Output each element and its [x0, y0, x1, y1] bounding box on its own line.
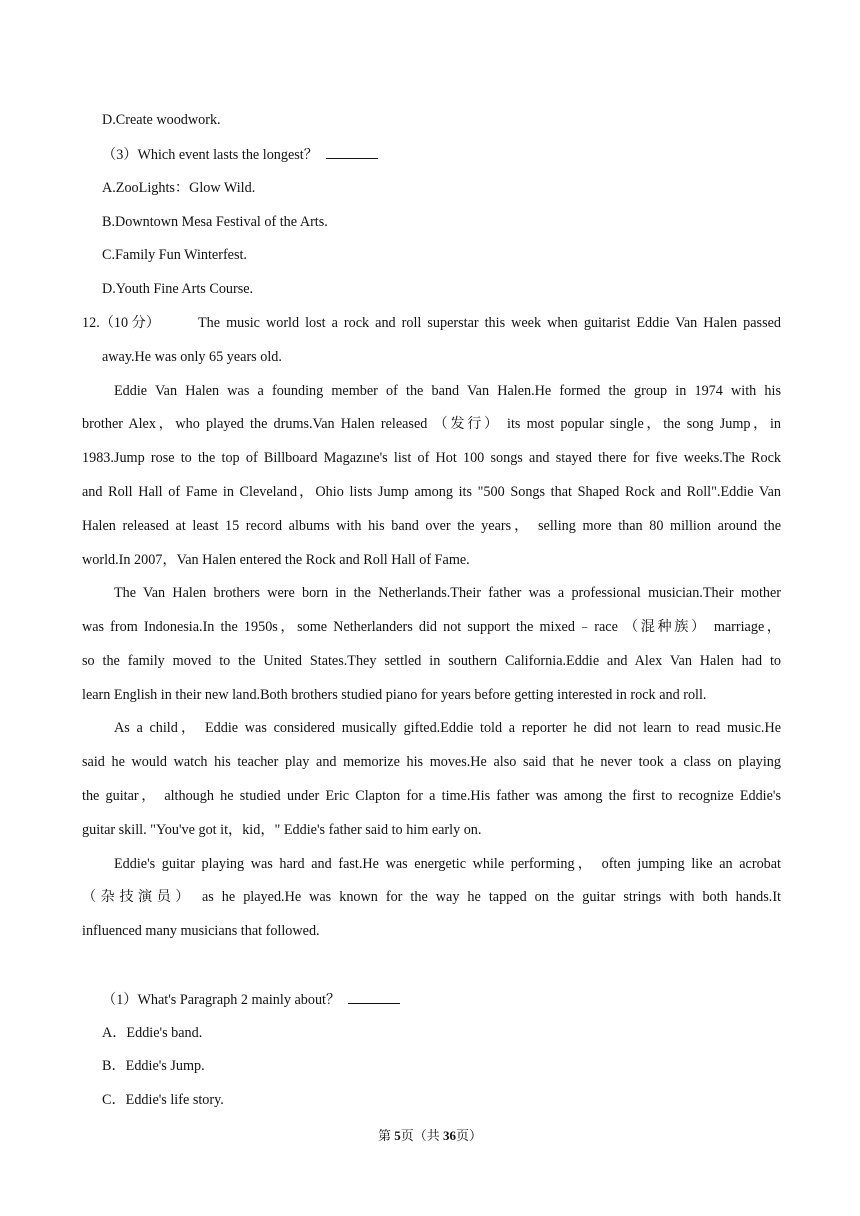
passage-line: away.He was only 65 years old. [102, 349, 282, 365]
passage-line: so the family moved to the United States.They settled in southern California.Eddie and Alex Van Halen had to [82, 653, 781, 669]
passage-line: As a child， Eddie was considered musically gifted.Eddie told a reporter he did not learn to read music.He [114, 720, 781, 736]
footer-middle: 页（共 [400, 1128, 443, 1143]
question-number: 12.（10 分） [82, 315, 161, 331]
answer-blank [326, 144, 378, 159]
q11-3-option-b: B.Downtown Mesa Festival of the Arts. [102, 214, 328, 230]
question-11-3-stem [102, 144, 378, 165]
question-12-1-stem [102, 989, 400, 1010]
q11-3-option-d: D.Youth Fine Arts Course. [102, 281, 254, 297]
passage-line: the guitar， although he studied under Eric Clapton for a time.His father was among the first to recognize Eddie's [82, 788, 781, 804]
q12-1-option-a: A．Eddie's band. [102, 1025, 203, 1041]
passage-line: world.In 2007，Van Halen entered the Rock and Roll Hall of Fame. [82, 552, 470, 568]
question-stem-text: （3）Which event lasts the longest？ [102, 147, 318, 163]
q12-1-option-b: B．Eddie's Jump. [102, 1058, 205, 1074]
q11-3-option-a: A.ZooLights：Glow Wild. [102, 180, 256, 196]
passage-line: Eddie's guitar playing was hard and fast.He was energetic while performing， often jumping like an acrobat [114, 856, 781, 872]
passage-line: said he would watch his teacher play and memorize his moves.He also said that he never took a class on playing [82, 754, 781, 770]
option-d-woodwork: D.Create woodwork. [102, 112, 221, 128]
q11-3-option-c: C.Family Fun Winterfest. [102, 247, 247, 263]
question-stem-text: （1）What's Paragraph 2 mainly about？ [102, 992, 341, 1008]
passage-line: The music world lost a rock and roll superstar this week when guitarist Eddie Van Halen passed [198, 315, 781, 331]
passage-line: The Van Halen brothers were born in the Netherlands.Their father was a professional musician.Their mother [114, 585, 781, 601]
passage-line: brother Alex，who played the drums.Van Halen released （发行） its most popular single，the song Jump，in [82, 416, 781, 432]
passage-line: influenced many musicians that followed. [82, 923, 320, 939]
passage-line: Eddie Van Halen was a founding member of the band Van Halen.He formed the group in 1974 with his [114, 383, 781, 399]
current-page-number: 5 [394, 1128, 401, 1143]
total-pages: 36 [443, 1128, 456, 1143]
passage-line: guitar skill. "You've got it，kid，" Eddie's father said to him early on. [82, 822, 482, 838]
answer-blank [348, 989, 400, 1004]
footer-prefix: 第 [377, 1128, 395, 1143]
passage-line: Halen released at least 15 record albums with his band over the years， selling more than 80 million around the [82, 518, 781, 534]
passage-line: （杂技演员） as he played.He was known for the way he tapped on the guitar strings with both hands.It [82, 889, 781, 905]
passage-line: learn English in their new land.Both brothers studied piano for years before getting interested in rock and roll. [82, 687, 707, 703]
footer-suffix: 页） [456, 1128, 483, 1143]
passage-line: and Roll Hall of Fame in Cleveland，Ohio lists Jump among its "500 Songs that Shaped Rock and Roll".Eddie Van [82, 484, 781, 500]
passage-line: was from Indonesia.In the 1950s，some Netherlanders did not support the mixed﹣race （混种族） marriage， [82, 619, 781, 635]
page-footer [0, 1127, 860, 1145]
q12-1-option-c: C．Eddie's life story. [102, 1092, 224, 1108]
question-12-first-line [82, 313, 781, 333]
passage-line: 1983.Jump rose to the top of Billboard Magazıne's list of Hot 100 songs and stayed there for five weeks.The Rock [82, 450, 781, 466]
